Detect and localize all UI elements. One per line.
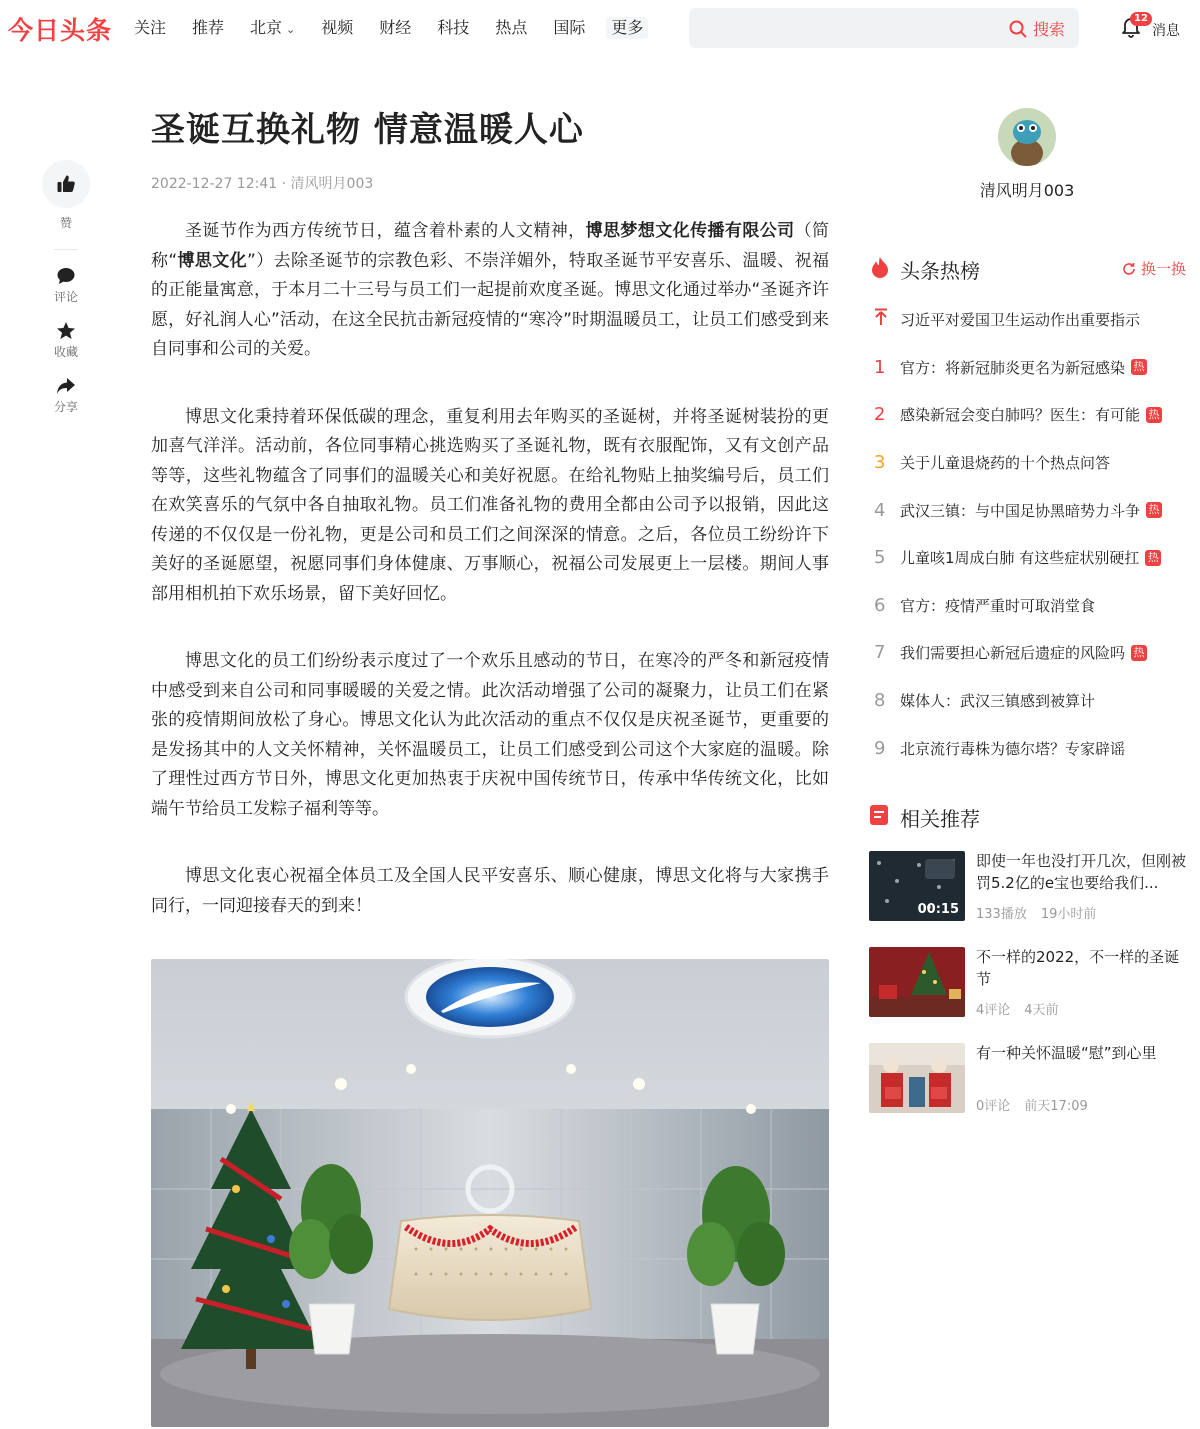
hot-item[interactable] bbox=[870, 486, 1188, 534]
related-item[interactable] bbox=[869, 851, 1189, 947]
nav-item-follow[interactable]: 关注 bbox=[134, 18, 167, 37]
video-duration: 00:15 bbox=[917, 902, 959, 917]
nav-item-hot[interactable]: 热点 bbox=[495, 18, 528, 37]
article-body bbox=[151, 217, 829, 1427]
hot-board-header bbox=[870, 255, 1188, 281]
nav-item-recommend[interactable]: 推荐 bbox=[192, 18, 225, 37]
hot-rank: 3 bbox=[874, 452, 886, 474]
hot-tag-badge: 热 bbox=[1145, 550, 1161, 566]
paragraph-1-text: 圣诞节作为西方传统节日，蕴含着朴素的人文精神， bbox=[185, 221, 586, 241]
hot-rank: 1 bbox=[874, 356, 886, 378]
related-item-title: 有一种关怀温暖“慰”到心里 bbox=[976, 1044, 1157, 1062]
message-count-badge: 12 bbox=[1130, 12, 1152, 26]
company-short-name: 博思文化 bbox=[177, 250, 248, 271]
search-button[interactable] bbox=[1009, 17, 1065, 40]
ceiling-logo bbox=[426, 967, 554, 1027]
related-item[interactable] bbox=[869, 1043, 1189, 1139]
nav-item-more[interactable]: 更多 bbox=[606, 17, 648, 39]
avatar[interactable] bbox=[998, 108, 1056, 166]
related-item-meta bbox=[976, 903, 1096, 922]
like-label: 赞 bbox=[59, 216, 72, 230]
lobby-photo-illustration bbox=[151, 959, 829, 1427]
share-arrow-icon bbox=[56, 376, 76, 396]
refresh-label: 换一换 bbox=[1140, 260, 1186, 278]
pin-top-icon bbox=[870, 308, 900, 331]
hot-item-text: 官方：将新冠肺炎更名为新冠感染 bbox=[900, 358, 1126, 377]
hot-item-text: 官方：疫情严重时可取消堂食 bbox=[900, 596, 1096, 615]
paragraph-3: 博思文化的员工们纷纷表示度过了一个欢乐且感动的节日，在寒冷的严冬和新冠疫情中感受到来自公司和同事暖暖的关爱之情。此次活动增强了公司的凝聚力，让员工们在紧张的疫情期间放松了身心。博思文化认为此次活动的重点不仅仅是庆祝圣诞节，更重要的是发扬其中的人文关怀精神，关怀温暖员工，让员工们感受到公司这个大家庭的温暖。除了理性过西方节日外，博思文化更加热衷于庆祝中国传统节日，传承中华传统文化，比如端午节给员工发粽子福利等等。 bbox=[151, 651, 829, 819]
comment-label: 评论 bbox=[53, 290, 78, 304]
related-item-stat: 4评论 bbox=[976, 1003, 1011, 1018]
hot-rank: 6 bbox=[874, 594, 886, 616]
article bbox=[151, 106, 829, 1427]
hot-tag-badge: 热 bbox=[1146, 407, 1162, 423]
paragraph-1 bbox=[151, 217, 829, 365]
nav-item-tech[interactable]: 科技 bbox=[437, 18, 470, 37]
related-title: 相关推荐 bbox=[900, 807, 980, 831]
toutiao-logo[interactable]: 今日头条 bbox=[8, 16, 113, 45]
article-action-rail bbox=[42, 160, 90, 431]
hot-item-text: 习近平对爱国卫生运动作出重要指示 bbox=[900, 311, 1141, 330]
hot-item-text: 媒体人：武汉三镇感到被算计 bbox=[900, 692, 1096, 711]
top-navigation-bar bbox=[0, 0, 1200, 56]
related-item[interactable] bbox=[869, 947, 1189, 1043]
hot-item[interactable] bbox=[870, 629, 1188, 677]
hot-rank: 2 bbox=[874, 404, 886, 426]
article-list-icon bbox=[870, 805, 888, 825]
star-icon bbox=[56, 321, 76, 341]
related-item-time: 19小时前 bbox=[1040, 907, 1097, 922]
meta-author-link[interactable]: 清风明月003 bbox=[290, 176, 374, 192]
hot-tag-badge: 热 bbox=[1131, 645, 1147, 661]
like-button[interactable] bbox=[42, 160, 90, 208]
related-item-time: 4天前 bbox=[1024, 1003, 1059, 1018]
paragraph-1-text: （简称“ bbox=[151, 221, 830, 271]
related-list bbox=[869, 851, 1189, 1139]
hot-item-text: 儿童咳1周成白肺 有这些症状别硬扛 bbox=[900, 549, 1140, 568]
hot-item-text: 北京流行毒株为德尔塔？专家辟谣 bbox=[900, 739, 1126, 758]
related-item-title: 不一样的2022，不一样的圣诞节 bbox=[976, 948, 1180, 988]
related-item-stat: 133播放 bbox=[976, 907, 1027, 922]
company-name: 博思梦想文化传播有限公司 bbox=[585, 221, 795, 241]
search-icon bbox=[1009, 20, 1027, 38]
hot-item[interactable] bbox=[870, 582, 1188, 630]
related-item-stat: 0评论 bbox=[976, 1099, 1011, 1114]
nav-item-beijing[interactable] bbox=[250, 17, 295, 39]
christmas-scene-thumbnail bbox=[869, 947, 965, 1017]
hot-item[interactable] bbox=[870, 439, 1188, 487]
hot-item-text: 武汉三镇：与中国足协黑暗势力斗争 bbox=[900, 501, 1141, 520]
chevron-down-icon: ⌄ bbox=[286, 23, 296, 36]
hot-board-list bbox=[870, 296, 1188, 772]
hot-board-title: 头条热榜 bbox=[900, 259, 980, 283]
related-item-time: 前天17:09 bbox=[1024, 1099, 1088, 1114]
publish-time: 2022-12-27 12:41 bbox=[151, 176, 278, 192]
nav-item-international[interactable]: 国际 bbox=[553, 18, 586, 37]
avatar-image bbox=[998, 108, 1056, 166]
santa-visit-thumbnail bbox=[869, 1043, 965, 1113]
messages-button[interactable] bbox=[1120, 12, 1190, 44]
hot-rank: 4 bbox=[874, 499, 886, 521]
paragraph-4: 博思文化衷心祝福全体员工及全国人民平安喜乐、顺心健康，博思文化将与大家携手同行，一同迎接春天的到来！ bbox=[151, 866, 829, 916]
article-meta bbox=[151, 173, 829, 193]
favorite-button[interactable] bbox=[42, 321, 90, 360]
article-title: 圣诞互换礼物 情意温暖人心 bbox=[151, 110, 584, 150]
hot-item[interactable] bbox=[870, 677, 1188, 725]
paragraph-2: 博思文化秉持着环保低碳的理念，重复利用去年购买的圣诞树，并将圣诞树装扮的更加喜气洋洋。活动前，各位同事精心挑选购买了圣诞礼物，既有衣服配饰，又有文创产品等等，这些礼物蕴含了同事们的温暖关心和美好祝愿。在给礼物贴上抽奖编号后，员工们在欢笑喜乐的气氛中各自抽取礼物。员工们准备礼物的费用全都由公司予以报销，因此这传递的不仅仅是一份礼物，更是公司和员工们之间深深的情意。之后，各位员工纷纷许下美好的圣诞愿望，祝愿同事们身体健康、万事顺心，祝福公司发展更上一层楼。期间人事部用相机拍下欢乐场景，留下美好回忆。 bbox=[151, 406, 829, 604]
hot-rank: 5 bbox=[874, 547, 886, 569]
paragraph-1-text: ”）去除圣诞节的宗教色彩、不崇洋媚外，特取圣诞节平安喜乐、温暖、祝福的正能量寓意，于本月二十三号与员工们一起提前欢度圣诞。博思文化通过举办“圣诞齐许愿，好礼润人心”活动，在这全民抗击新冠疫情的“寒冷”时期温暖员工，让员工们感受到来自同事和公司的关爱。 bbox=[151, 250, 830, 359]
hot-item[interactable] bbox=[870, 534, 1188, 582]
hot-tag-badge: 热 bbox=[1131, 359, 1147, 375]
rail-divider bbox=[54, 249, 78, 250]
share-label: 分享 bbox=[53, 400, 78, 414]
channel-nav bbox=[134, 17, 674, 39]
share-button[interactable] bbox=[42, 376, 90, 415]
refresh-button[interactable] bbox=[1122, 258, 1186, 279]
nav-item-video[interactable]: 视频 bbox=[321, 18, 354, 37]
search-box bbox=[689, 8, 1079, 48]
hot-rank: 9 bbox=[874, 737, 886, 759]
nav-item-beijing-label: 北京 bbox=[250, 18, 283, 37]
hot-item[interactable] bbox=[870, 391, 1188, 439]
meta-separator: · bbox=[281, 176, 287, 192]
hot-tag-badge: 热 bbox=[1146, 502, 1162, 518]
author-name[interactable]: 清风明月003 bbox=[979, 181, 1075, 200]
hot-rank: 8 bbox=[874, 690, 886, 712]
article-photo-lobby[interactable] bbox=[151, 959, 829, 1427]
nav-item-finance[interactable]: 财经 bbox=[379, 18, 412, 37]
hot-item[interactable] bbox=[870, 344, 1188, 392]
hot-item-text: 关于儿童退烧药的十个热点问答 bbox=[900, 454, 1111, 473]
related-thumbnail bbox=[869, 851, 965, 921]
refresh-icon bbox=[1122, 262, 1136, 276]
related-thumbnail bbox=[869, 1043, 965, 1113]
related-thumbnail bbox=[869, 947, 965, 1017]
comment-button[interactable] bbox=[42, 266, 90, 305]
related-item-meta bbox=[976, 999, 1059, 1018]
search-input[interactable] bbox=[703, 8, 983, 48]
hot-item[interactable] bbox=[870, 724, 1188, 772]
flame-icon bbox=[870, 256, 890, 278]
search-button-label: 搜索 bbox=[1032, 20, 1065, 39]
thumbs-up-icon bbox=[56, 174, 76, 194]
favorite-label: 收藏 bbox=[53, 345, 78, 359]
hot-item-text: 我们需要担心新冠后遗症的风险吗 bbox=[900, 644, 1126, 663]
author-card[interactable] bbox=[960, 108, 1094, 201]
hot-item-pinned[interactable] bbox=[870, 296, 1188, 344]
comment-icon bbox=[56, 266, 76, 286]
messages-label: 消息 bbox=[1152, 23, 1180, 39]
hot-rank: 7 bbox=[874, 642, 886, 664]
hot-item-text: 感染新冠会变白肺吗？医生：有可能 bbox=[900, 406, 1141, 425]
related-item-meta bbox=[976, 1095, 1088, 1114]
related-item-title: 即使一年也没打开几次，但刚被罚5.2亿的e宝也要给我们... bbox=[976, 852, 1186, 892]
